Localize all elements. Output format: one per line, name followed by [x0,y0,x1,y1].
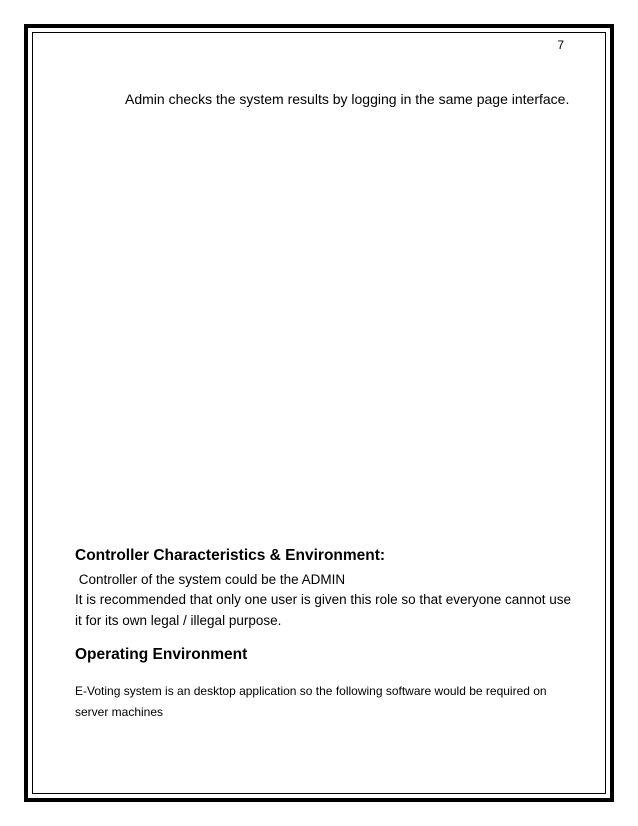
page-number: 7 [557,38,564,52]
intro-text: Admin checks the system results by logging in the same page interface. [125,91,570,107]
page-border-inner [32,32,606,794]
controller-line-2: It is recommended that only one user is given this role so that everyone cannot use [75,592,572,607]
controller-line-1: Controller of the system could be the ADMIN [75,572,346,587]
operating-line-2: server machines [75,705,164,719]
operating-line-1: E-Voting system is an desktop application so the following software would be required on [75,684,547,698]
controller-heading: Controller Characteristics & Environment: [75,547,386,564]
operating-heading: Operating Environment [75,646,248,663]
controller-line-3: it for its own legal / illegal purpose. [75,613,282,628]
